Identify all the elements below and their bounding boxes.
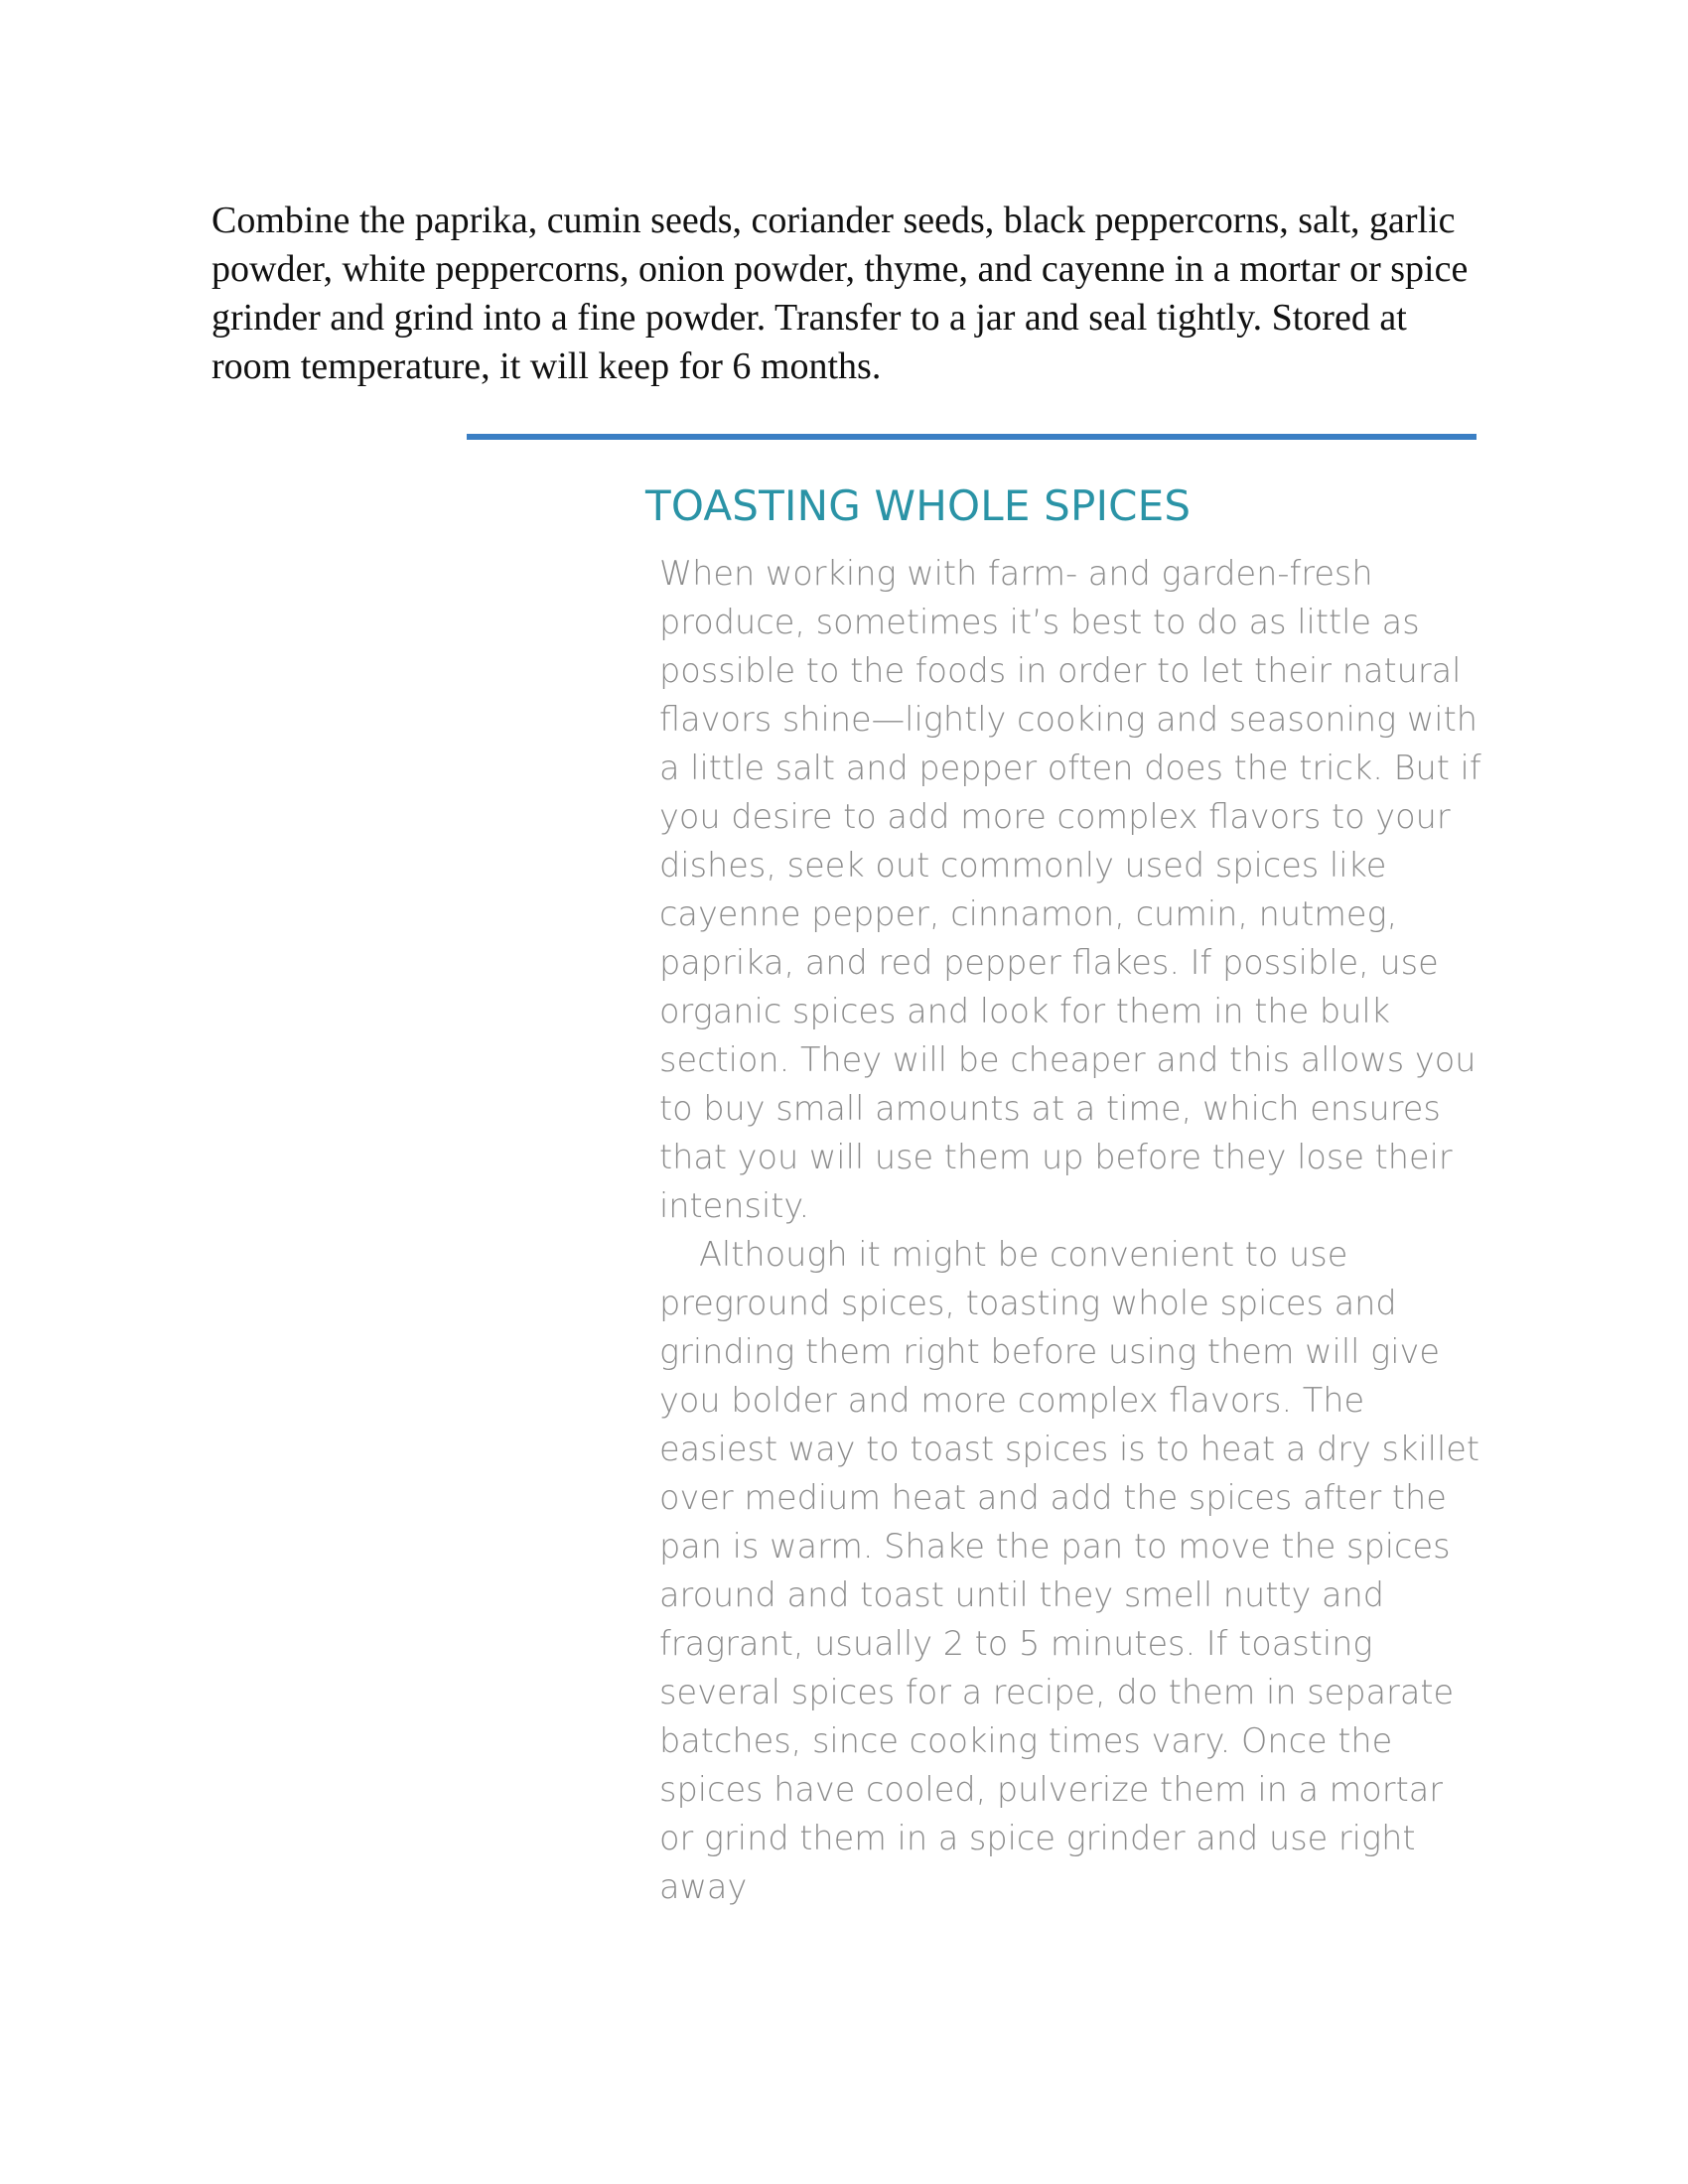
sidebar-heading: TOASTING WHOLE SPICES <box>645 481 1192 530</box>
sidebar-divider <box>467 434 1477 440</box>
sidebar-paragraph: Although it might be convenient to use preground spices, toasting whole spices and grinding them right before using them will give you bolder and more complex flavors. The easiest way to toast spices is to heat a dry skillet over medium heat and add the spices after the pan is warm. Shake the pan to move the spices around and toast until they smell nutty and fragrant, usually 2 to 5 minutes. If toasting several spices for a recipe, do them in separate batches, since cooking times vary. Once the spices have cooled, pulverize them in a mortar or grind them in a spice grinder and use right away <box>659 1235 1480 1906</box>
recipe-method-paragraph: Combine the paprika, cumin seeds, coriander seeds, black peppercorns, salt, garlic powder, white peppercorns, onion powder, thyme, and cayenne in a mortar or spice grinder and grind into a fine powder. Transfer to a jar and seal tightly. Stored at room temperature, it will keep for 6 months. <box>211 200 1469 387</box>
sidebar-body <box>659 549 1483 1911</box>
sidebar-paragraph: When working with farm- and garden-fresh produce, sometimes it’s best to do as little as possible to the foods in order to let their natural flavors shine—lightly cooking and seasoning with a little salt and pepper often does the trick. But if you desire to add more complex flavors to your dishes, seek out commonly used spices like cayenne pepper, cinnamon, cumin, nutmeg, paprika, and red pepper flakes. If possible, use organic spices and look for them in the bulk section. They will be cheaper and this allows you to buy small amounts at a time, which ensures that you will use them up before they lose their intensity. <box>659 554 1481 1225</box>
